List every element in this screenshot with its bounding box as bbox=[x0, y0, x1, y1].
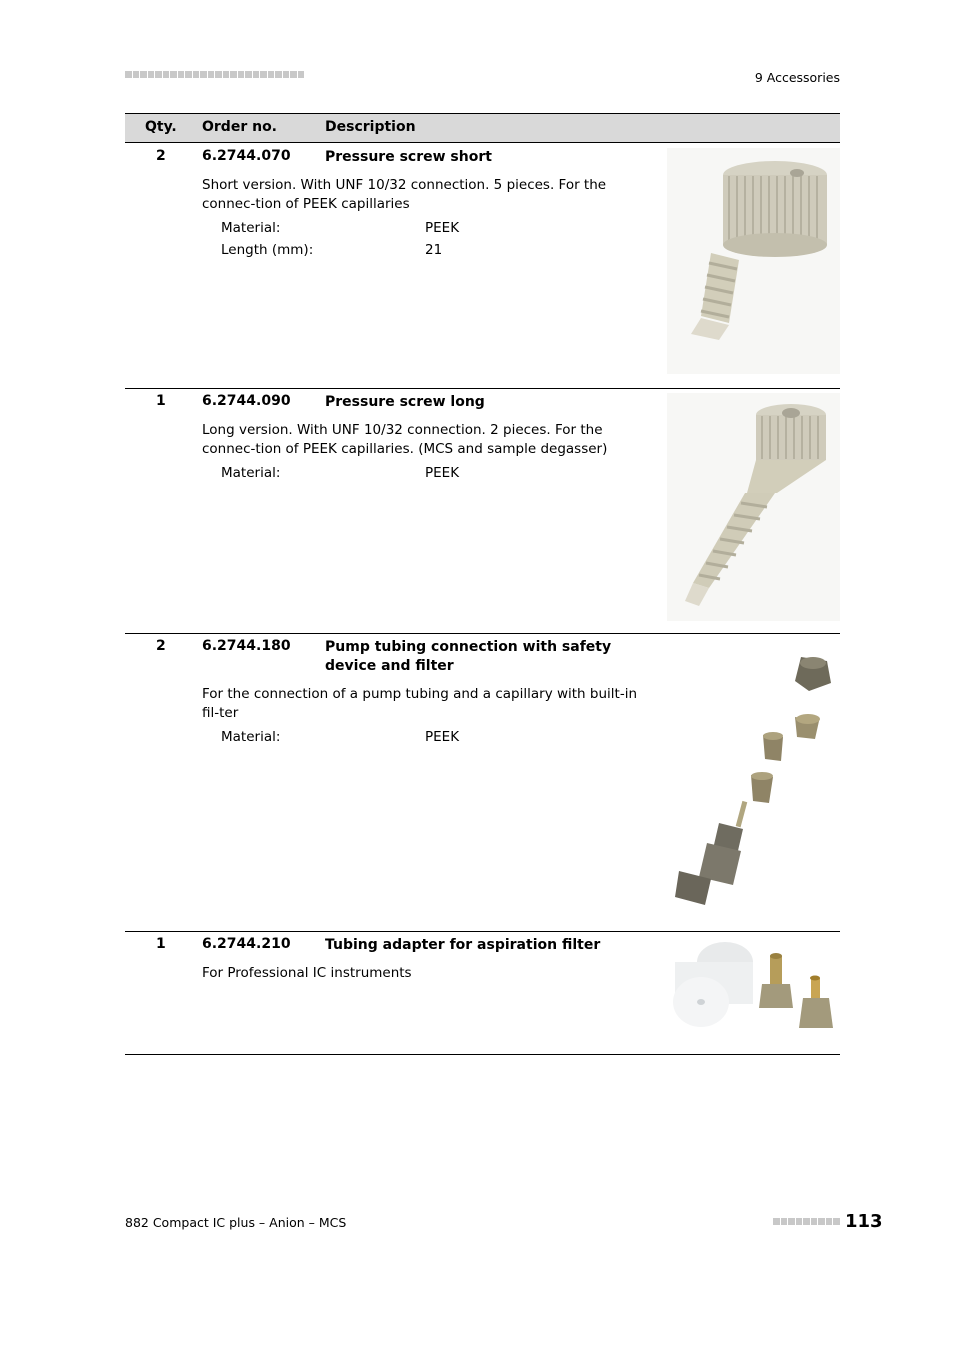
footer-decoration bbox=[773, 1218, 840, 1225]
row-description: Short version. With UNF 10/32 connection. 5 pieces. For the connec-tion of PEEK capillaries bbox=[202, 177, 607, 212]
column-header-description: Description bbox=[325, 119, 416, 135]
prop-value: PEEK bbox=[425, 220, 460, 236]
row-qty: 1 bbox=[156, 936, 166, 952]
row-description: For Professional IC instruments bbox=[202, 965, 412, 981]
row-separator bbox=[125, 633, 840, 634]
prop-label: Material: bbox=[221, 465, 281, 481]
row-order-no: 6.2744.180 bbox=[202, 638, 291, 654]
column-header-qty: Qty. bbox=[145, 119, 177, 135]
row-separator bbox=[125, 388, 840, 389]
tubing-adapter-image bbox=[667, 936, 840, 1038]
prop-value: 21 bbox=[425, 242, 443, 258]
row-qty: 2 bbox=[156, 638, 166, 654]
pump-tubing-connection-image bbox=[667, 643, 840, 915]
header-decoration bbox=[125, 71, 304, 78]
pressure-screw-short-image bbox=[667, 148, 840, 374]
document-title: 882 Compact IC plus – Anion – MCS bbox=[125, 1215, 347, 1230]
table-header bbox=[125, 113, 840, 143]
row-qty: 2 bbox=[156, 148, 166, 164]
row-title: Pump tubing connection with safety device and filter bbox=[325, 639, 612, 674]
pressure-screw-long-image bbox=[667, 393, 840, 621]
prop-value: PEEK bbox=[425, 465, 460, 481]
chapter-title: 9 Accessories bbox=[754, 70, 840, 85]
prop-value: PEEK bbox=[425, 729, 460, 745]
prop-label: Material: bbox=[221, 729, 281, 745]
row-description: For the connection of a pump tubing and a capillary with built-in fil-ter bbox=[202, 686, 637, 721]
column-header-order-no: Order no. bbox=[202, 119, 278, 135]
row-title: Tubing adapter for aspiration filter bbox=[325, 937, 601, 953]
row-order-no: 6.2744.210 bbox=[202, 936, 291, 952]
row-order-no: 6.2744.070 bbox=[202, 148, 291, 164]
row-title: Pressure screw long bbox=[325, 394, 485, 410]
row-title: Pressure screw short bbox=[325, 149, 492, 165]
row-qty: 1 bbox=[156, 393, 166, 409]
row-separator bbox=[125, 931, 840, 932]
prop-label: Material: bbox=[221, 220, 281, 236]
prop-label: Length (mm): bbox=[221, 242, 314, 258]
row-description: Long version. With UNF 10/32 connection. 2 pieces. For the connec-tion of PEEK capillaries. (MCS and sample degasser) bbox=[202, 422, 608, 457]
row-separator bbox=[125, 1054, 840, 1055]
page-number: 113 bbox=[845, 1211, 883, 1232]
row-order-no: 6.2744.090 bbox=[202, 393, 291, 409]
